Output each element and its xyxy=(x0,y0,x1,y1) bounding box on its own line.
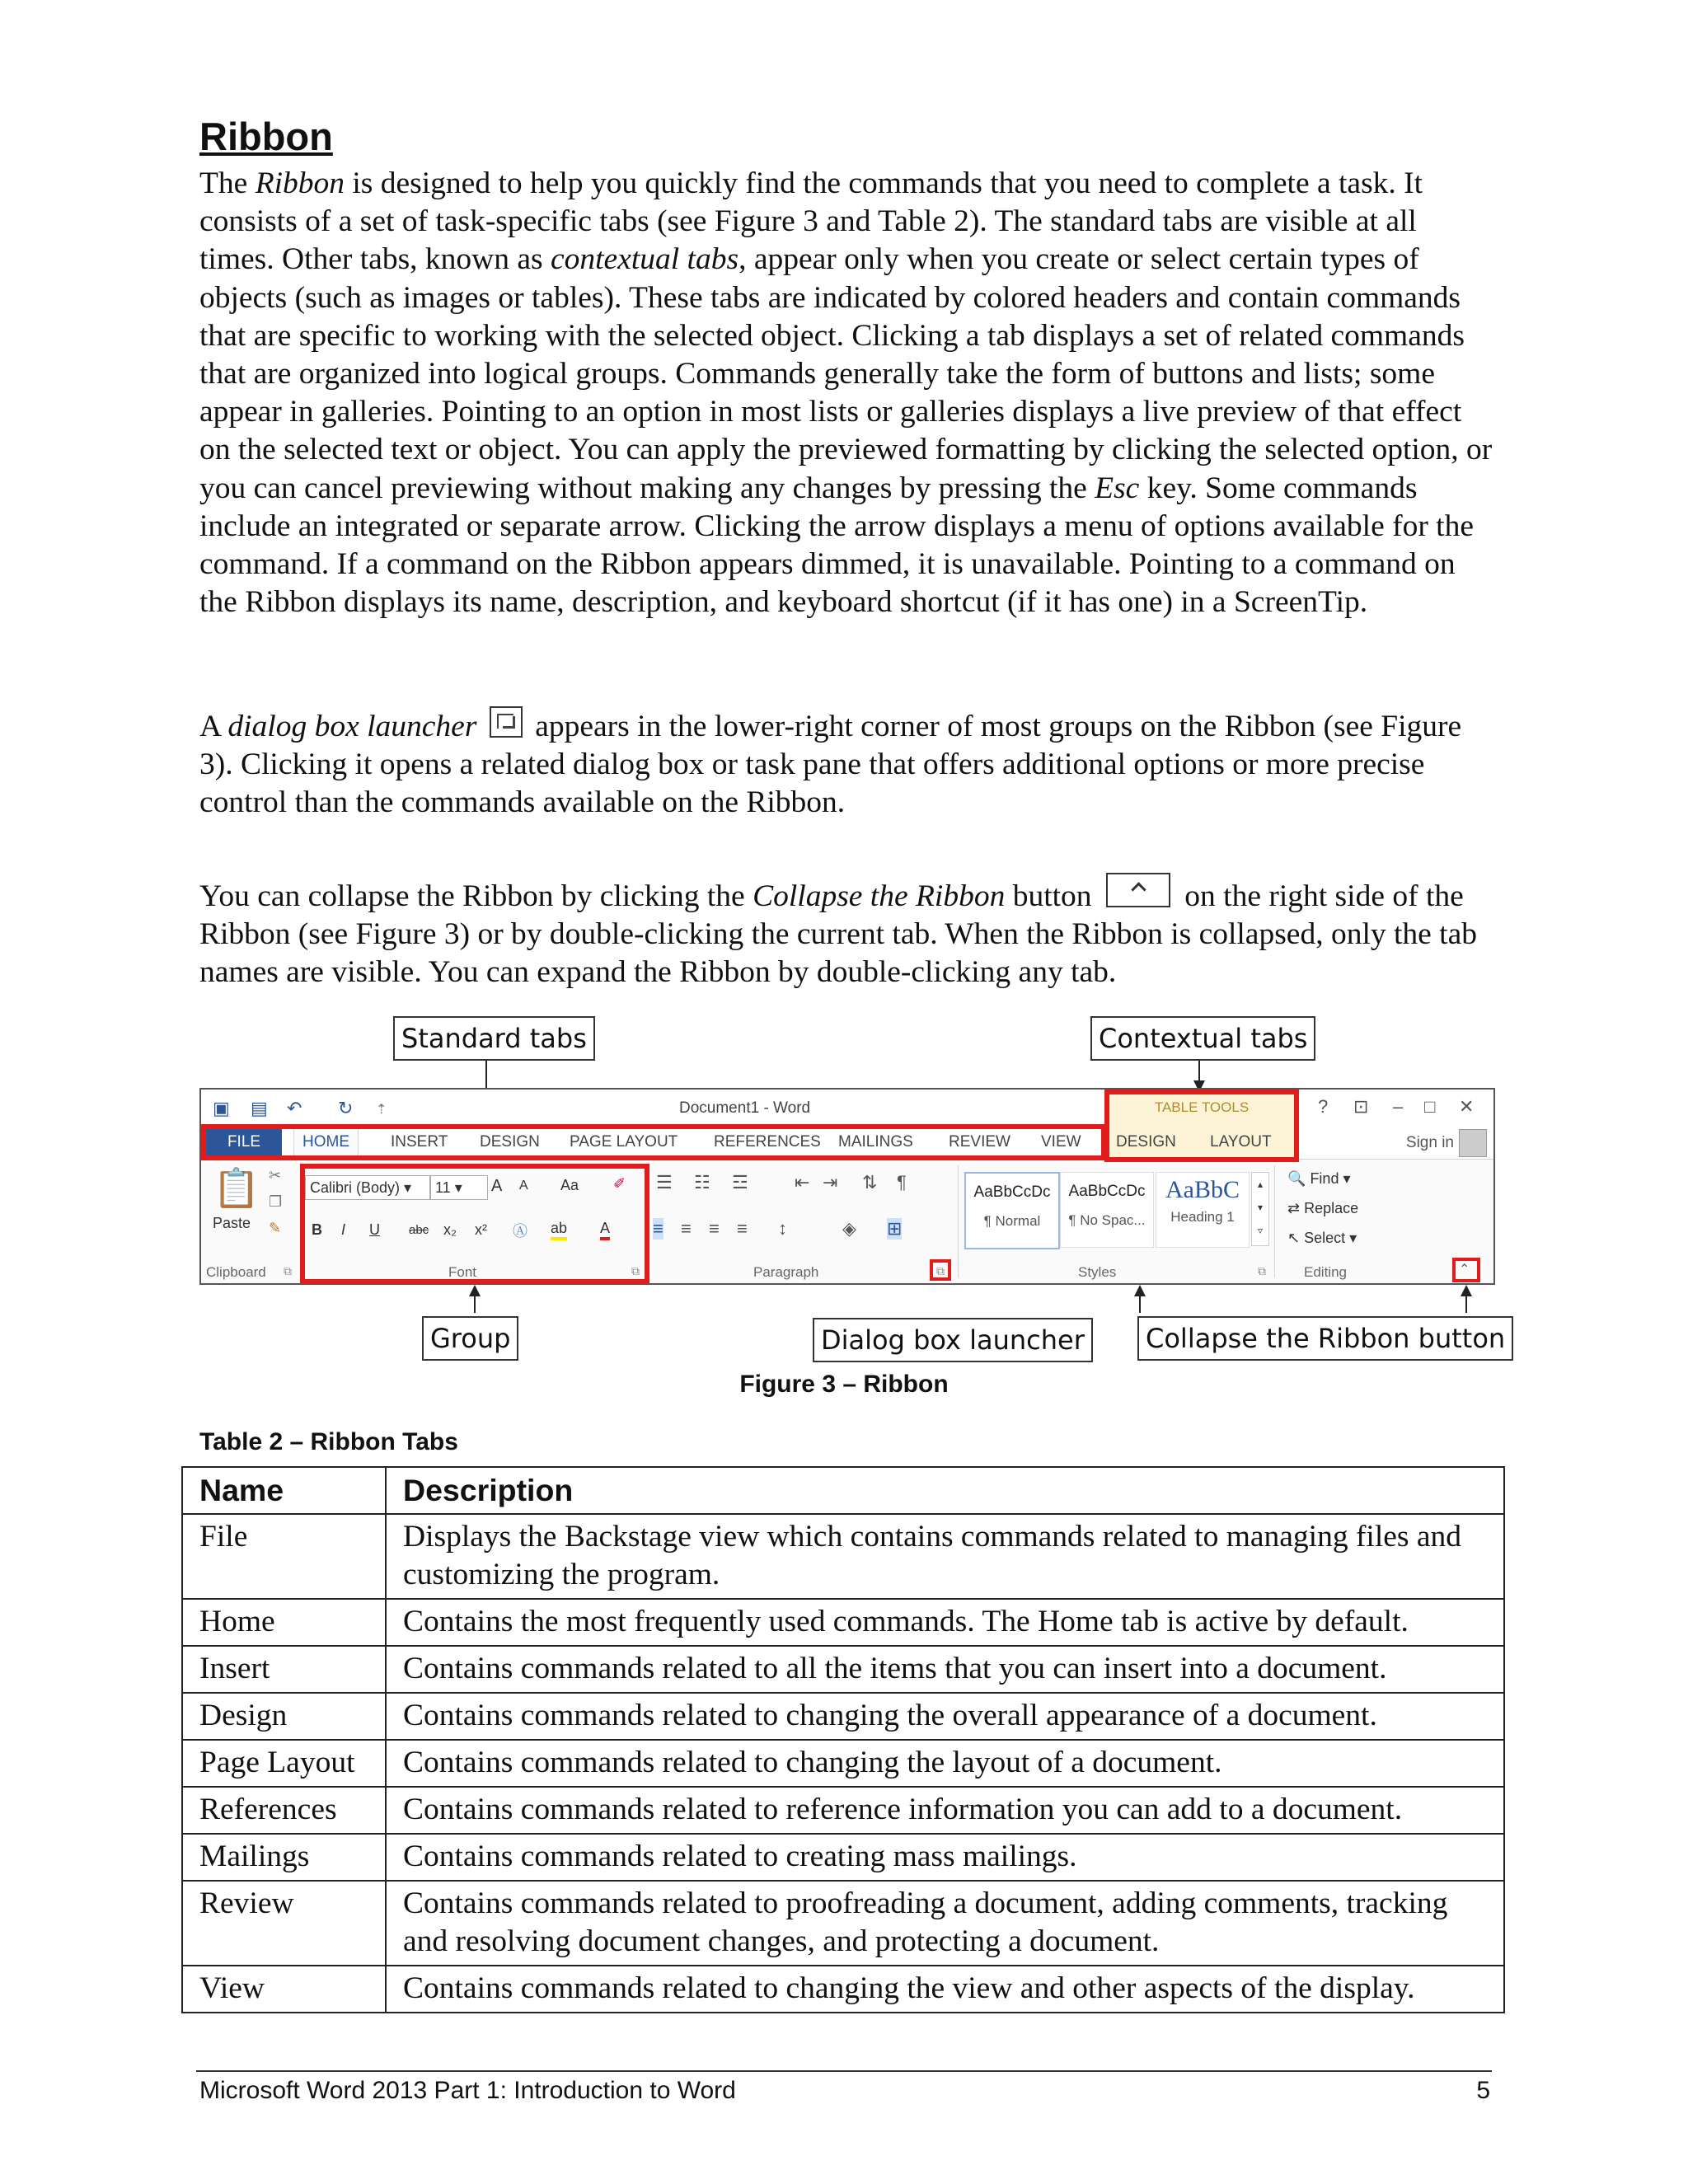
ribbon-tabs-table xyxy=(181,1466,1505,2013)
cell-name: View xyxy=(182,1966,386,2013)
cell-name: Design xyxy=(182,1693,386,1740)
group-label-paragraph: Paragraph xyxy=(753,1264,819,1280)
cell-name: Home xyxy=(182,1599,386,1646)
column-header-name: Name xyxy=(182,1467,386,1514)
cell-description: Contains commands related to all the items that you can insert into a document. xyxy=(386,1646,1504,1693)
style-name: ¶ No Spac... xyxy=(1068,1212,1146,1228)
ribbon-paragraph xyxy=(199,165,1493,621)
cell-name: Page Layout xyxy=(182,1740,386,1787)
arrowhead-group xyxy=(469,1285,481,1296)
table-title: Table 2 – Ribbon Tabs xyxy=(199,1428,458,1455)
dialog-launcher-paragraph xyxy=(199,706,1493,823)
arrow-collapse xyxy=(1465,1295,1467,1313)
cell-name: References xyxy=(182,1787,386,1834)
styles-gallery-scroll[interactable]: ▴ ▾ ▿ xyxy=(1251,1172,1269,1246)
close-icon[interactable]: ✕ xyxy=(1459,1096,1475,1117)
help-icon[interactable]: ? xyxy=(1318,1096,1329,1117)
callout-dialog-box-launcher: Dialog box launcher xyxy=(813,1318,1093,1362)
arrow-dialog-launcher xyxy=(1139,1295,1141,1313)
find-label: Find xyxy=(1310,1170,1339,1187)
font-size-value: 11 xyxy=(435,1179,451,1196)
table-row xyxy=(182,1514,1504,1599)
collapse-ribbon-icon[interactable]: ⌃ xyxy=(1459,1263,1470,1277)
ribbon-display-options-icon[interactable]: ⊡ xyxy=(1353,1096,1369,1117)
group-label-editing: Editing xyxy=(1304,1264,1347,1280)
sort-icon[interactable]: ⇅ xyxy=(862,1172,878,1193)
table-row xyxy=(182,1599,1504,1646)
ribbon-figure xyxy=(198,1010,1506,1372)
table-row xyxy=(182,1881,1504,1966)
style-name: Heading 1 xyxy=(1170,1209,1235,1225)
page-number: 5 xyxy=(1476,2077,1490,2104)
figure-caption: Figure 3 – Ribbon xyxy=(739,1371,949,1398)
text-run: The xyxy=(199,166,256,200)
increase-indent-icon[interactable]: ⇥ xyxy=(823,1172,838,1193)
highlight-contextual-tabs xyxy=(1104,1090,1299,1162)
arrow-group xyxy=(474,1295,476,1313)
group-separator xyxy=(1274,1165,1275,1277)
align-right-icon[interactable]: ≡ xyxy=(709,1218,720,1239)
font-name-select[interactable]: Calibri (Body) ▾ xyxy=(305,1175,430,1200)
word-ribbon xyxy=(199,1088,1495,1285)
tab-table-design[interactable]: DESIGN xyxy=(1108,1126,1202,1159)
tab-table-layout[interactable]: LAYOUT xyxy=(1202,1126,1296,1159)
undo-icon[interactable]: ↶ xyxy=(287,1098,302,1118)
group-label-clipboard: Clipboard xyxy=(206,1264,266,1280)
group-label-styles: Styles xyxy=(1078,1264,1117,1280)
decrease-indent-icon[interactable]: ⇤ xyxy=(795,1172,810,1193)
highlight-color-icon[interactable]: ab xyxy=(551,1220,567,1240)
callout-collapse-ribbon-button: Collapse the Ribbon button xyxy=(1137,1316,1513,1361)
highlight-font-group xyxy=(300,1164,649,1284)
align-center-icon[interactable]: ≡ xyxy=(681,1218,692,1239)
text-run: appears in the lower-right corner of most groups on the Ribbon (see Figure 3). Clicking it opens a related dialog box or task pane that offers additional options or more precise control than the commands available on the Ribbon. xyxy=(199,710,1462,820)
replace-label: Replace xyxy=(1304,1200,1359,1216)
table-row xyxy=(182,1787,1504,1834)
callout-contextual-tabs: Contextual tabs xyxy=(1090,1016,1315,1061)
redo-icon[interactable]: ↻ xyxy=(338,1098,354,1118)
word-logo-icon: ▣ xyxy=(213,1098,230,1118)
sign-in-link[interactable]: Sign in xyxy=(1405,1134,1454,1151)
highlight-dialog-launcher xyxy=(930,1259,951,1281)
bold-icon[interactable]: B xyxy=(312,1221,322,1238)
font-name-value: Calibri (Body) xyxy=(310,1179,401,1196)
justify-icon[interactable]: ≡ xyxy=(737,1218,748,1239)
cell-description: Contains commands related to reference information you can add to a document. xyxy=(386,1787,1504,1834)
dialog-launcher-icon xyxy=(490,706,523,738)
select-icon: ↖ xyxy=(1287,1230,1301,1246)
cell-description: Displays the Backstage view which contains commands related to managing files and customizing the program. xyxy=(386,1514,1504,1599)
select-label: Select xyxy=(1304,1230,1346,1246)
find-button[interactable]: 🔍 Find ▾ xyxy=(1287,1170,1351,1187)
line-spacing-icon[interactable]: ↕ xyxy=(778,1218,787,1239)
section-heading: Ribbon xyxy=(199,115,333,158)
clear-formatting-icon[interactable]: ✐ xyxy=(613,1175,626,1192)
tab-file[interactable]: FILE xyxy=(206,1126,282,1159)
grow-font-icon[interactable]: A xyxy=(491,1177,503,1195)
footer-divider xyxy=(196,2070,1492,2072)
text-effects-icon[interactable]: Ⓐ xyxy=(513,1223,528,1240)
multilevel-list-icon[interactable]: ☲ xyxy=(732,1172,748,1193)
title-bar xyxy=(201,1090,1493,1126)
highlight-standard-tabs xyxy=(201,1124,1106,1160)
cell-description: Contains commands related to changing the layout of a document. xyxy=(386,1740,1504,1787)
cell-name: Review xyxy=(182,1881,386,1966)
italic-icon[interactable]: I xyxy=(341,1221,346,1238)
tab-home[interactable]: HOME xyxy=(293,1126,359,1159)
dialog-launcher-font-icon[interactable]: ⧉ xyxy=(631,1264,640,1277)
cell-description: Contains commands related to changing the overall appearance of a document. xyxy=(386,1693,1504,1740)
copy-icon[interactable]: ❐ xyxy=(269,1193,283,1210)
cell-description: Contains commands related to creating mass mailings. xyxy=(386,1834,1504,1881)
group-label-font: Font xyxy=(448,1264,477,1280)
cell-name: Insert xyxy=(182,1646,386,1693)
dialog-launcher-clipboard-icon[interactable]: ⧉ xyxy=(284,1264,292,1277)
collapse-ribbon-icon xyxy=(1106,873,1170,907)
table-row xyxy=(182,1834,1504,1881)
change-case-icon[interactable]: Aa xyxy=(560,1177,579,1193)
table-row xyxy=(182,1966,1504,2013)
group-separator xyxy=(958,1165,959,1277)
format-painter-icon[interactable]: ✎ xyxy=(269,1220,282,1236)
tab-mailings[interactable]: MAILINGS xyxy=(838,1133,913,1151)
paste-icon[interactable]: 📋 xyxy=(213,1166,260,1209)
font-color-icon[interactable]: A xyxy=(600,1220,610,1240)
column-header-description: Description xyxy=(386,1467,1504,1514)
callout-standard-tabs: Standard tabs xyxy=(393,1016,595,1061)
paste-label[interactable]: Paste xyxy=(213,1215,251,1231)
underline-icon[interactable]: U xyxy=(369,1221,380,1238)
document-title: Document1 - Word xyxy=(679,1099,811,1117)
cut-icon[interactable]: ✂ xyxy=(269,1167,282,1183)
table-row xyxy=(182,1740,1504,1787)
dialog-launcher-styles-icon[interactable]: ⧉ xyxy=(1258,1264,1266,1277)
tab-review[interactable]: REVIEW xyxy=(949,1133,1010,1151)
text-run: button xyxy=(1005,879,1092,913)
minimize-icon[interactable]: – xyxy=(1393,1096,1404,1117)
table-row xyxy=(182,1693,1504,1740)
style-sample: AaBbCcDc xyxy=(973,1183,1051,1201)
text-run: A xyxy=(199,710,228,743)
shrink-font-icon[interactable]: A xyxy=(519,1179,528,1193)
text-run: on the right side of the Ribbon (see Figure 3) or by double-clicking the current tab. When the Ribbon is collapsed, only the tab names are visible. You can expand the Ribbon by double-clicking any tab. xyxy=(199,879,1477,990)
footer-title: Microsoft Word 2013 Part 1: Introduction to Word xyxy=(199,2077,736,2104)
table-header-row xyxy=(182,1467,1504,1514)
style-heading-1[interactable] xyxy=(1156,1172,1250,1248)
style-sample: AaBbCcDc xyxy=(1068,1183,1146,1200)
strikethrough-icon[interactable]: abc xyxy=(409,1223,429,1237)
emphasis-esc: Esc xyxy=(1095,471,1140,505)
emphasis-collapse-ribbon: Collapse the Ribbon xyxy=(753,879,1006,913)
style-sample: AaBbC xyxy=(1165,1176,1240,1203)
tab-page-layout[interactable]: PAGE LAYOUT xyxy=(570,1133,678,1151)
bullets-icon[interactable]: ☰ xyxy=(656,1172,673,1193)
emphasis-contextual-tabs: contextual tabs xyxy=(550,242,739,277)
arrowhead-collapse xyxy=(1461,1285,1472,1296)
replace-button[interactable] xyxy=(1287,1200,1358,1217)
dialog-launcher-paragraph-icon[interactable]: ⧉ xyxy=(936,1264,945,1277)
cell-description: Contains commands related to changing the view and other aspects of the display. xyxy=(386,1966,1504,2013)
tab-design[interactable]: DESIGN xyxy=(480,1133,540,1151)
tab-insert[interactable]: INSERT xyxy=(391,1133,448,1151)
context-header: TABLE TOOLS xyxy=(1108,1090,1296,1126)
tab-references[interactable]: REFERENCES xyxy=(714,1133,821,1151)
cell-name: File xyxy=(182,1514,386,1599)
superscript-icon[interactable]: x² xyxy=(475,1221,487,1238)
emphasis-dialog-box-launcher: dialog box launcher xyxy=(227,710,477,743)
tab-view[interactable]: VIEW xyxy=(1041,1133,1081,1151)
maximize-icon[interactable]: □ xyxy=(1424,1096,1436,1117)
save-icon[interactable]: ▤ xyxy=(251,1098,268,1118)
cell-description: Contains the most frequently used commands. The Home tab is active by default. xyxy=(386,1599,1504,1646)
arrowhead-dialog-launcher xyxy=(1134,1285,1146,1296)
numbering-icon[interactable]: ☷ xyxy=(694,1172,710,1193)
font-size-select[interactable]: 11 ▾ xyxy=(430,1175,488,1200)
style-normal[interactable] xyxy=(964,1172,1060,1249)
show-hide-icon[interactable]: ¶ xyxy=(897,1172,907,1193)
collapse-ribbon-paragraph xyxy=(199,873,1493,992)
callout-group: Group xyxy=(422,1316,518,1361)
cell-name: Mailings xyxy=(182,1834,386,1881)
subscript-icon[interactable]: x₂ xyxy=(443,1221,457,1238)
select-button[interactable]: ↖ Select ▾ xyxy=(1287,1230,1357,1246)
emphasis-ribbon: Ribbon xyxy=(255,166,345,200)
table-row xyxy=(182,1646,1504,1693)
replace-icon: ⇄ xyxy=(1287,1200,1301,1216)
style-no-spacing[interactable] xyxy=(1060,1172,1154,1248)
highlight-collapse-button xyxy=(1452,1258,1480,1282)
text-run: , appear only when you create or select certain types of objects (such as images or tables). These tabs are indicated by colored headers and contain commands that are specific to working with the selected object. Clicking a tab displays a set of related commands that are organized into logical groups. Commands generally take the form of buttons and lists; some appear in galleries. Pointing to an option in most lists or galleries displays a live preview of that effect on the selected text or object. You can apply the previewed formatting by clicking the selected option, or you can cancel previewing without making any changes by pressing the xyxy=(199,242,1493,505)
customize-qat-icon[interactable]: ⇡ xyxy=(376,1103,387,1117)
text-run: You can collapse the Ribbon by clicking the xyxy=(199,879,753,913)
text-run: key. Some commands include an integrated or separate arrow. Clicking the arrow displays a menu of options available for the command. If a command on the Ribbon appears dimmed, it is unavailable. Pointing to a command on the Ribbon displays its name, description, and keyboard shortcut (if it has one) in a ScreenTip. xyxy=(199,471,1474,620)
text-run: is designed to help you quickly find the commands that you need to complete a task. It consists of a set of task-specific tabs (see Figure 3 and Table 2). The standard tabs are visible at all times. Other tabs, known as xyxy=(199,166,1423,277)
avatar[interactable] xyxy=(1459,1129,1487,1157)
shading-icon[interactable]: ◈ xyxy=(842,1218,856,1239)
style-name: ¶ Normal xyxy=(983,1213,1041,1229)
find-icon: 🔍 xyxy=(1287,1170,1306,1187)
cell-description: Contains commands related to proofreading a document, adding comments, tracking and resolving document changes, and protecting a document. xyxy=(386,1881,1504,1966)
align-left-icon[interactable]: ≡ xyxy=(653,1218,663,1239)
borders-icon[interactable]: ⊞ xyxy=(887,1218,903,1239)
